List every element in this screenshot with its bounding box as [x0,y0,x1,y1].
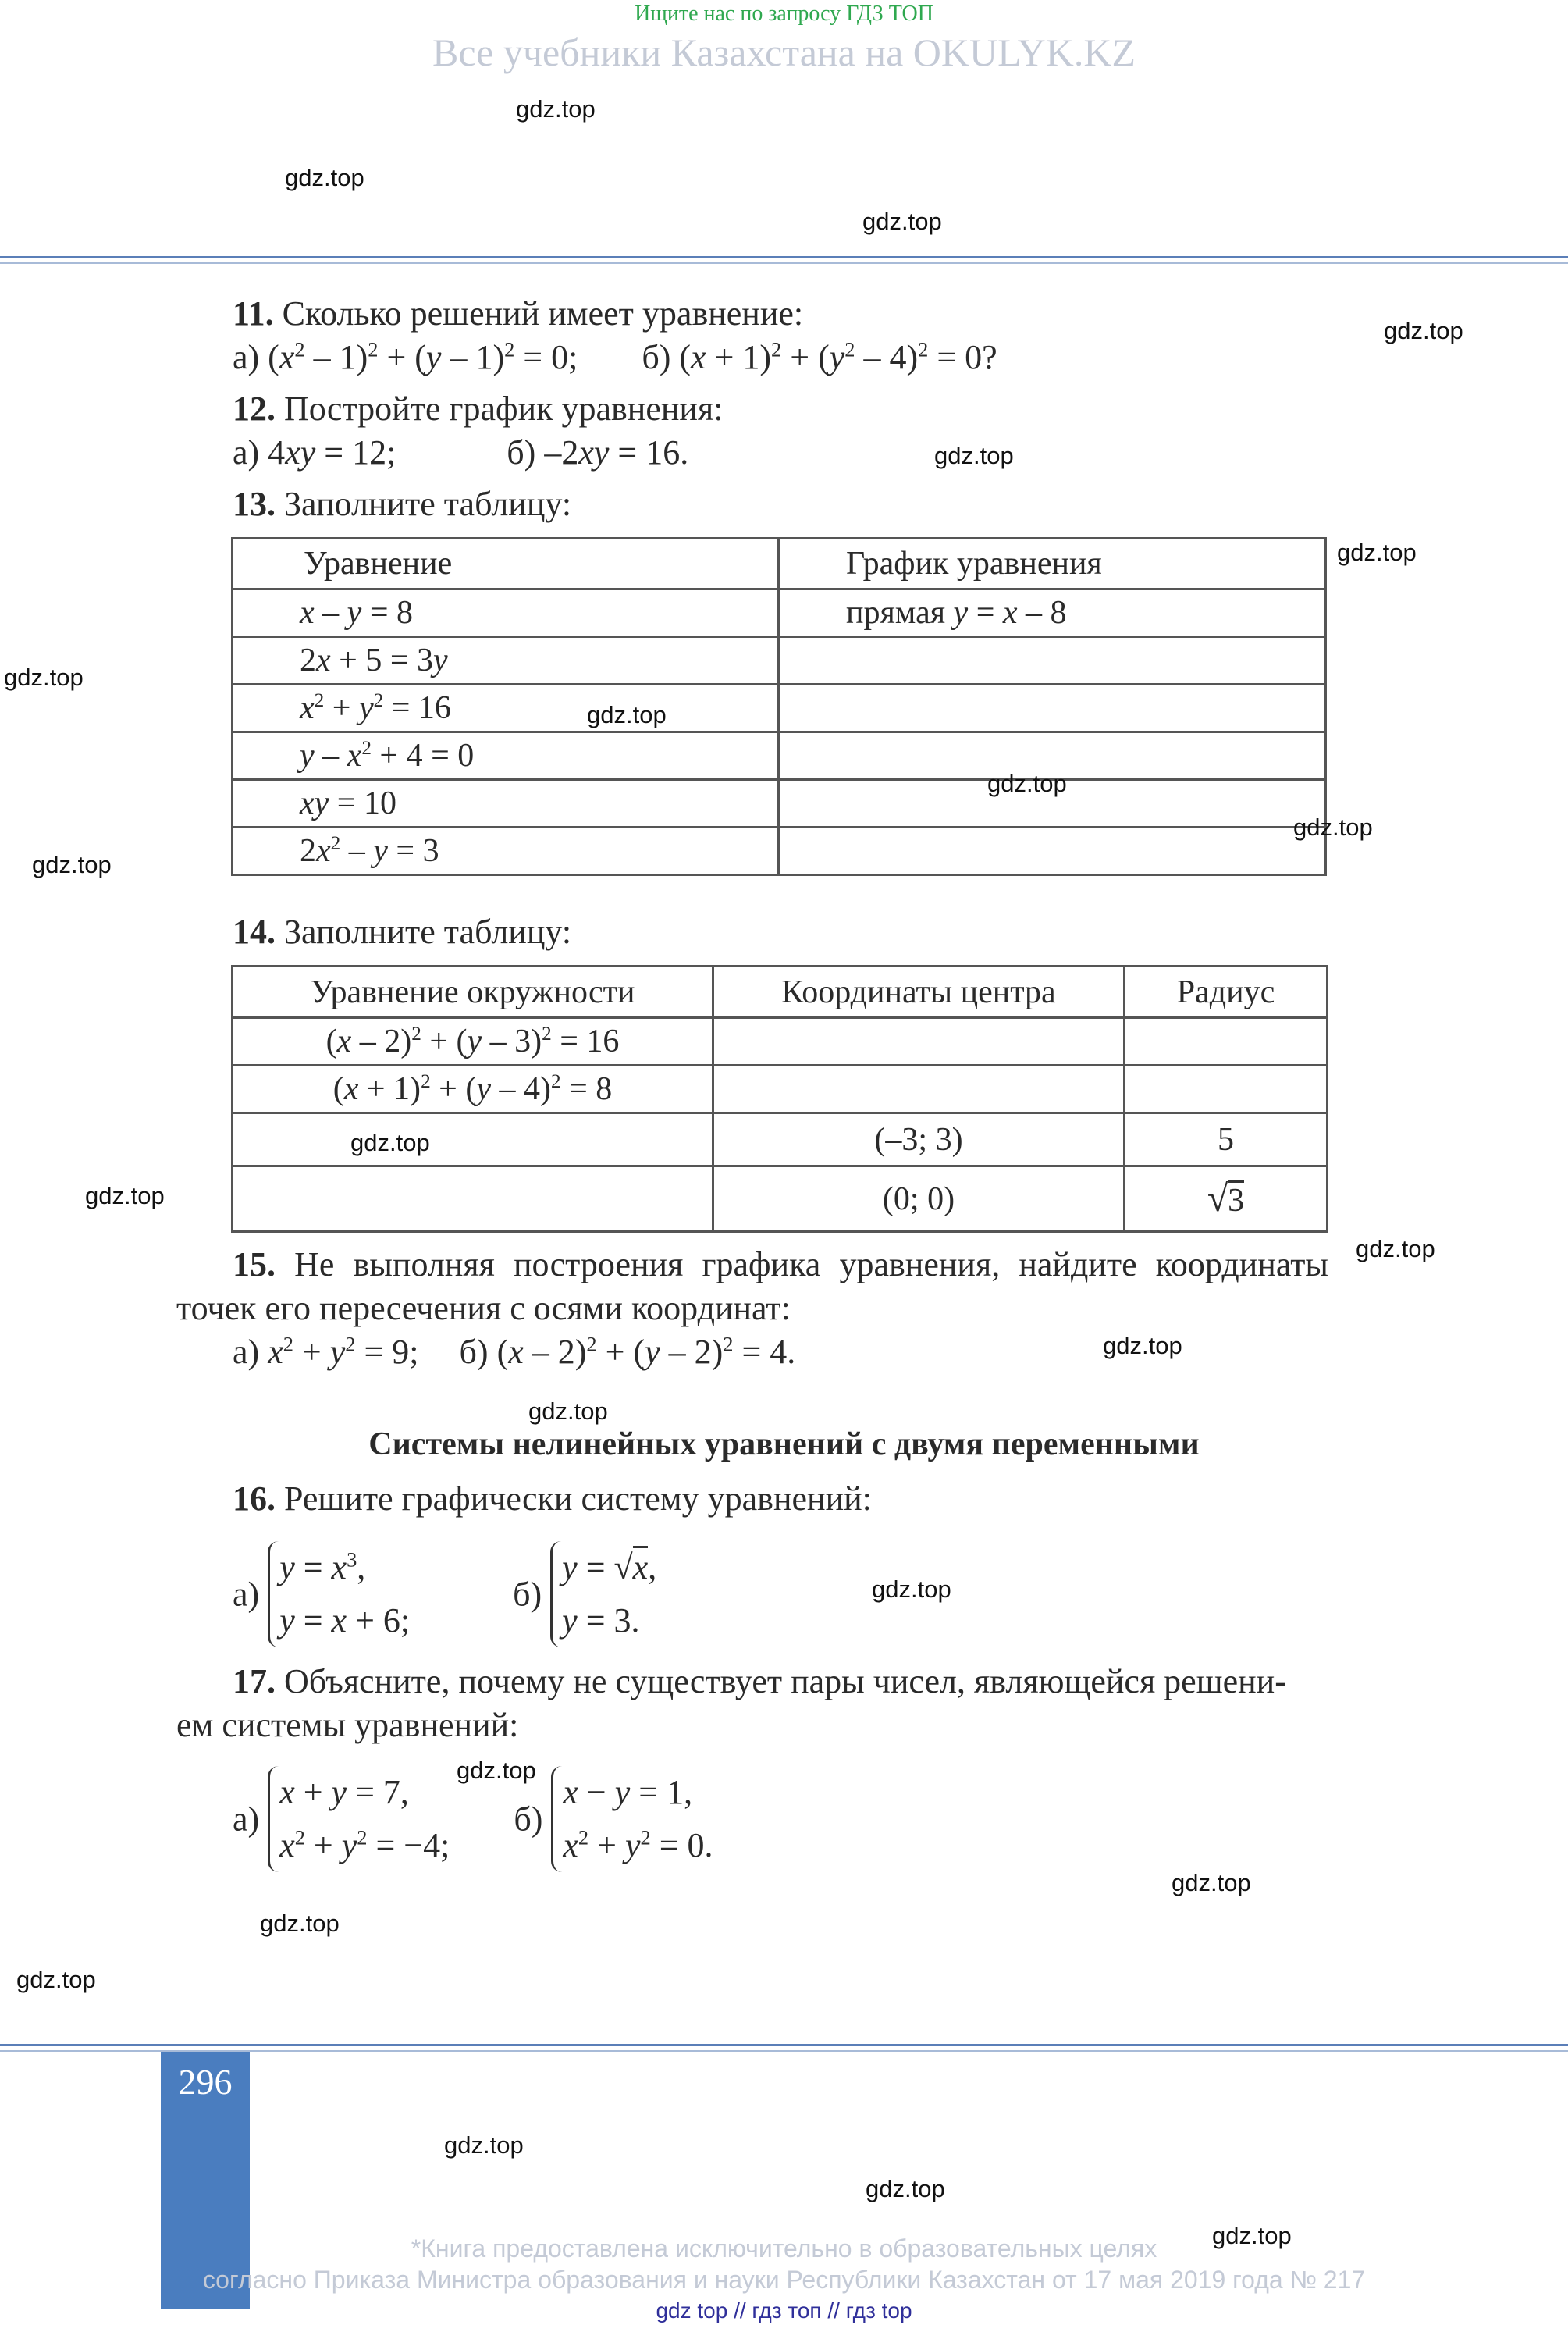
task-12-equations: а) 4xy = 12; б) –2xy = 16. [233,433,689,472]
task-text: Решите графически систему уравнений: [284,1479,872,1518]
footer-note-2: согласно Приказа Министра образования и науки Республики Казахстан от 17 мая 2019 года № 217 [202,2266,1366,2294]
table-row [233,589,1326,637]
system-a: $y = x^3$, y = x + 6; [268,1541,410,1647]
watermark: gdz.top [1293,814,1373,841]
table-row [233,780,1326,828]
watermark: gdz.top [285,164,364,191]
task-17-systems: а) x + y = 7, $x^2 + y^2 = -4$; б) x − y = 1, $x^2 + y^2 = 0$. [233,1766,713,1872]
task-number: 17. [233,1662,276,1700]
task-17-line1 [233,1661,1286,1701]
system-a: x + y = 7, $x^2 + y^2 = -4$; [268,1766,450,1872]
watermark: gdz.top [1172,1869,1251,1896]
equation-cell: x – y = 8 [233,589,779,637]
watermark: gdz.top [862,208,942,235]
task-17-line2: ем системы уравнений: [176,1706,519,1744]
top-promo-link[interactable]: Ищите нас по запросу ГДЗ ТОП [635,2,933,26]
watermark: gdz.top [1212,2222,1292,2249]
radius-cell [1125,1166,1328,1232]
watermark: gdz.top [32,851,112,878]
equation-cell: $2x^2 - y = 3$ [233,828,779,875]
table-header-cell: Уравнение окружности [233,967,713,1018]
watermark: gdz.top [350,1129,430,1156]
task-text: Объясните, почему не существует пары чисел, являющейся решени- [284,1662,1286,1700]
task-11-equations: а) $(x^2 - 1)^2 + (y - 1)^2 = 0$; б) $(x + 1)^2 + (y^2 - 4)^2 = 0$? [233,337,997,376]
system-b: x − y = 1, $x^2 + y^2 = 0$. [551,1766,713,1872]
watermark: gdz.top [987,770,1067,797]
system-b: y = √x, y = 3. [550,1541,656,1647]
watermark: gdz.top [528,1397,608,1425]
watermark: gdz.top [1356,1235,1435,1262]
watermark: gdz.top [85,1182,165,1209]
task-number: 15. [233,1245,276,1283]
top-divider [0,256,1568,258]
task-text: Не выполняя построения графика уравнения, найдите координаты [294,1245,1328,1283]
task-15-equations: а) $x^2 + y^2 = 9$; б) (x – 2)$^2$ + (y – 2)$^2$ = 4. [233,1332,796,1371]
task-11-title [233,294,803,333]
table-row [233,1166,1328,1232]
table-row [233,732,1326,780]
table-header-cell: Уравнение [233,539,779,589]
equation-cell: $y - x^2 + 4 = 0$ [233,732,779,780]
sqrt-sign: √ [1207,1178,1228,1219]
footer-links[interactable]: gdz top // гдз топ // гдз top [656,2298,912,2323]
task-text: Заполните таблицу: [284,485,572,523]
section-heading: Системы нелинейных уравнений с двумя переменными [368,1426,1200,1462]
table-row [233,1018,1328,1066]
watermark: gdz.top [587,701,667,728]
table-row [233,637,1326,685]
watermark: gdz.top [1384,317,1463,344]
top-divider-thin [0,262,1568,264]
radius-value: 3 [1228,1180,1244,1219]
task-15-line1 [233,1244,1328,1284]
equation-cell: (x – 2)$^2$ + (y – 3)$^2$ = 16 [233,1018,713,1066]
task-number: 16. [233,1479,276,1518]
graph-cell [779,685,1326,732]
task-text: Постройте график уравнения: [284,390,724,428]
graph-cell [779,828,1326,875]
radius-cell: 5 [1125,1113,1328,1166]
equation-cell [233,1113,713,1166]
table-row [233,685,1326,732]
watermark: gdz.top [516,95,596,123]
equation-cell: 2x + 5 = 3y [233,637,779,685]
graph-cell [779,637,1326,685]
table-header-cell: График уравнения [779,539,1326,589]
center-cell: (0; 0) [713,1166,1125,1232]
center-cell [713,1066,1125,1113]
table-13 [231,537,1327,876]
site-title[interactable]: Все учебники Казахстана на OKULYK.KZ [432,30,1136,74]
watermark: gdz.top [1337,539,1417,566]
radius-cell [1125,1018,1328,1066]
task-14-title [233,912,571,952]
bottom-divider [0,2044,1568,2046]
task-13-title [233,484,571,524]
watermark: gdz.top [866,2175,945,2202]
watermark: gdz.top [16,1966,96,1993]
center-cell [713,1018,1125,1066]
equation-cell: $(x + 1)^2 + (y - 4)^2 = 8$ [233,1066,713,1113]
task-number: 12. [233,390,276,428]
equation-cell: $x^2 + y^2 = 16$ [233,685,779,732]
watermark: gdz.top [457,1757,536,1784]
radius-cell [1125,1066,1328,1113]
footer-note-1: *Книга предоставлена исключительно в образовательных целях [411,2234,1157,2263]
table-row [233,828,1326,875]
task-text: Сколько решений имеет уравнение: [282,294,804,333]
task-15-line2: точек его пересечения с осями координат: [176,1289,791,1327]
watermark: gdz.top [260,1910,340,1937]
equation-cell [233,1166,713,1232]
graph-cell: прямая y = x – 8 [779,589,1326,637]
watermark: gdz.top [444,2131,524,2159]
page-number: 296 [178,2062,233,2102]
task-12-title [233,389,723,429]
task-number: 14. [233,913,276,951]
task-16-systems: а) $y = x^3$, y = x + 6; б) y = √x, y = 3. [233,1541,656,1647]
watermark: gdz.top [934,442,1014,469]
center-cell: (–3; 3) [713,1113,1125,1166]
task-16-title [233,1479,872,1518]
table-header-cell: Радиус [1125,967,1328,1018]
task-number: 11. [233,294,274,333]
table-header-cell: Координаты центра [713,967,1125,1018]
task-number: 13. [233,485,276,523]
task-text: Заполните таблицу: [284,913,572,951]
table-14 [231,965,1328,1233]
watermark: gdz.top [872,1575,951,1603]
equation-cell: xy = 10 [233,780,779,828]
watermark: gdz.top [4,664,84,691]
table-row [233,1066,1328,1113]
watermark: gdz.top [1103,1332,1182,1359]
